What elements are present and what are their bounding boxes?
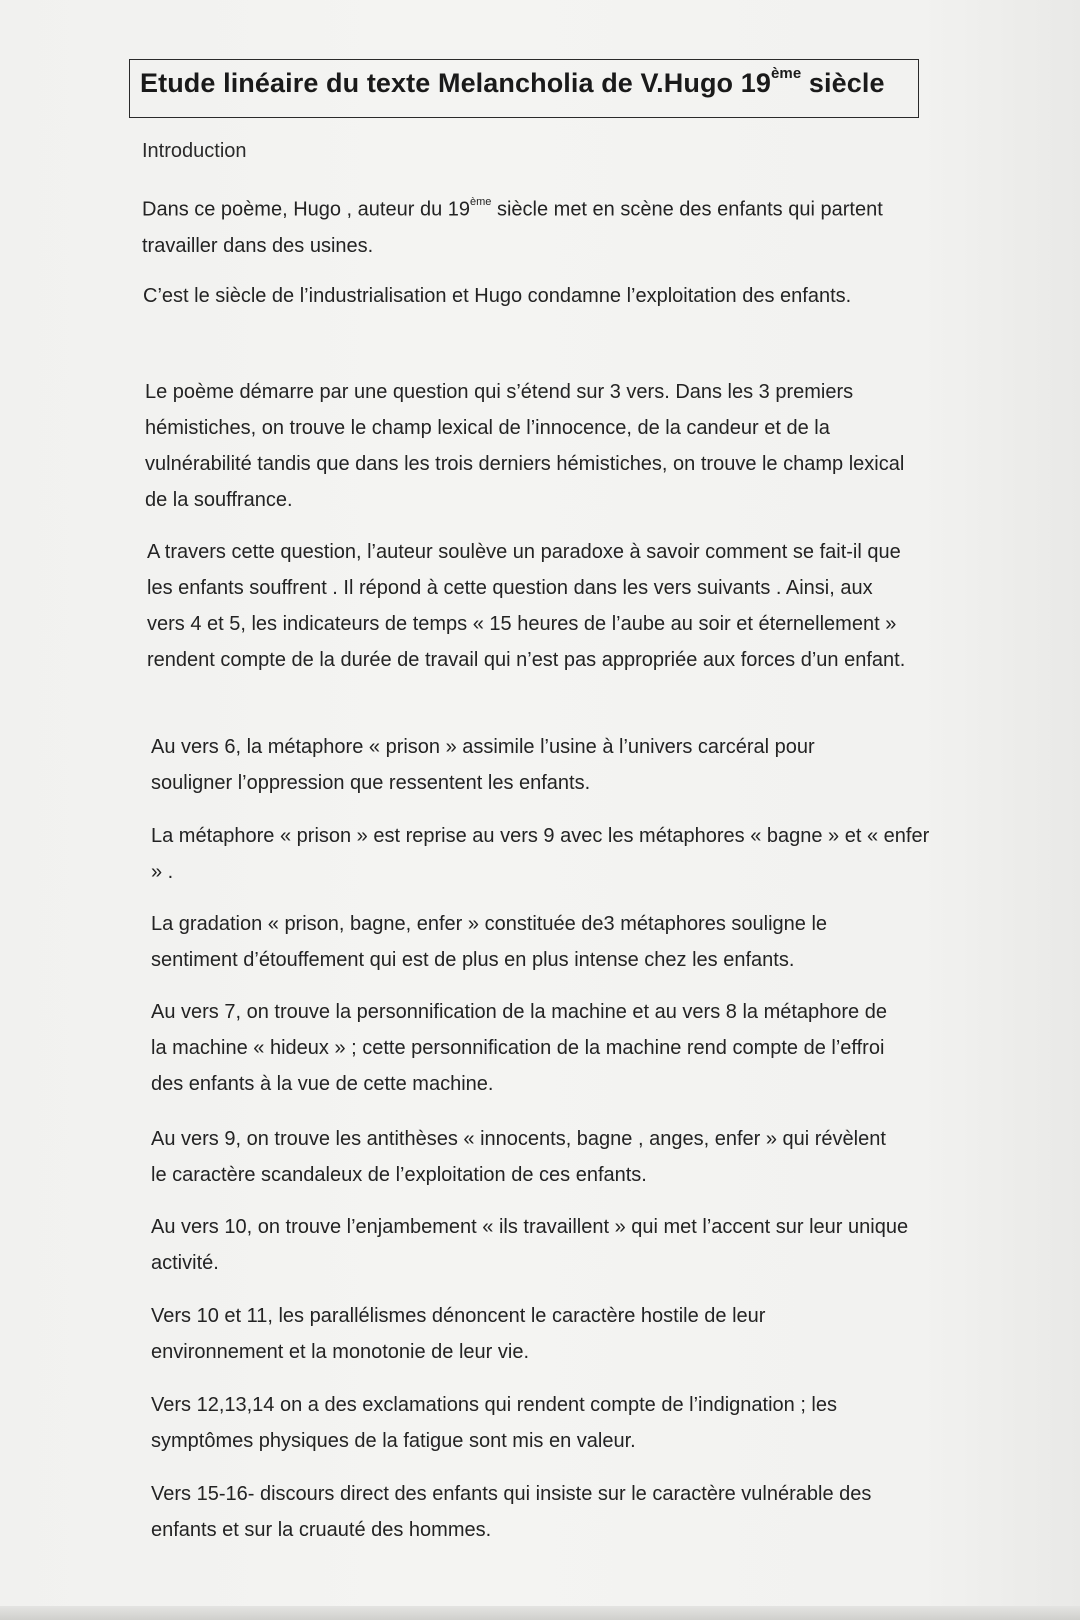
paragraph-3: Le poème démarre par une question qui s’étend sur 3 vers. Dans les 3 premiers hémistiches, on trouve le champ lexical de l’innocence, de la candeur et de la vulnérabilité tandis que dans les trois derniers hémistiches, on trouve le champ lexical de la souffrance.: [145, 381, 905, 511]
paragraph-13: Vers 15-16- discours direct des enfants qui insiste sur le caractère vulnérable des enfants et sur la cruauté des hommes.: [151, 1483, 872, 1541]
paragraph-10: Au vers 10, on trouve l’enjambement « ils travaillent » qui met l’accent sur leur unique activité.: [151, 1216, 909, 1274]
paragraph-5: Au vers 6, la métaphore « prison » assimile l’usine à l’univers carcéral pour souligner l’oppression que ressentent les enfants.: [151, 736, 815, 794]
document-title: [140, 65, 885, 99]
para1-post: siècle met en scène des enfants qui partent travailler dans des usines.: [142, 198, 883, 257]
paragraph-6: La métaphore « prison » est reprise au vers 9 avec les métaphores « bagne » et « enfer » .: [151, 825, 930, 883]
paragraph-4: A travers cette question, l’auteur soulève un paradoxe à savoir comment se fait-il que les enfants souffrent . Il répond à cette question dans les vers suivants . Ainsi, aux vers 4 et 5, les indicateurs de temps « 15 heures de l’aube au soir et éternellement » rendent compte de la durée de travail qui n’est pas appropriée aux forces d’un enfant.: [147, 541, 906, 671]
paragraph-7: La gradation « prison, bagne, enfer » constituée de3 métaphores souligne le sentiment d’étouffement qui est de plus en plus intense chez les enfants.: [151, 913, 828, 971]
title-main: Etude linéaire du texte Melancholia de V.Hugo 19: [140, 68, 771, 98]
paragraph-12: Vers 12,13,14 on a des exclamations qui rendent compte de l’indignation ; les symptômes physiques de la fatigue sont mis en valeur.: [151, 1394, 837, 1452]
title-end: siècle: [801, 68, 885, 98]
paragraph-9: Au vers 9, on trouve les antithèses « innocents, bagne , anges, enfer » qui révèlent le caractère scandaleux de l’exploitation de ces enfants.: [151, 1128, 886, 1186]
title-superscript: ème: [770, 65, 802, 82]
paragraph-1: [142, 187, 922, 264]
title-box: [129, 59, 919, 118]
para1-pre: Dans ce poème, Hugo , auteur du 19: [142, 198, 470, 221]
paragraph-8: Au vers 7, on trouve la personnification de la machine et au vers 8 la métaphore de la machine « hideux » ; cette personnification de la machine rend compte de l’effroi des enfants à la vue de cette machine.: [151, 1001, 887, 1095]
page-bottom-edge: [0, 1606, 1080, 1620]
introduction-heading: Introduction: [142, 140, 247, 162]
paragraph-11: Vers 10 et 11, les parallélismes dénoncent le caractère hostile de leur environnement et la monotonie de leur vie.: [151, 1305, 766, 1363]
para1-superscript: ème: [470, 196, 492, 208]
paragraph-2: C’est le siècle de l’industrialisation et Hugo condamne l’exploitation des enfants.: [143, 285, 852, 307]
